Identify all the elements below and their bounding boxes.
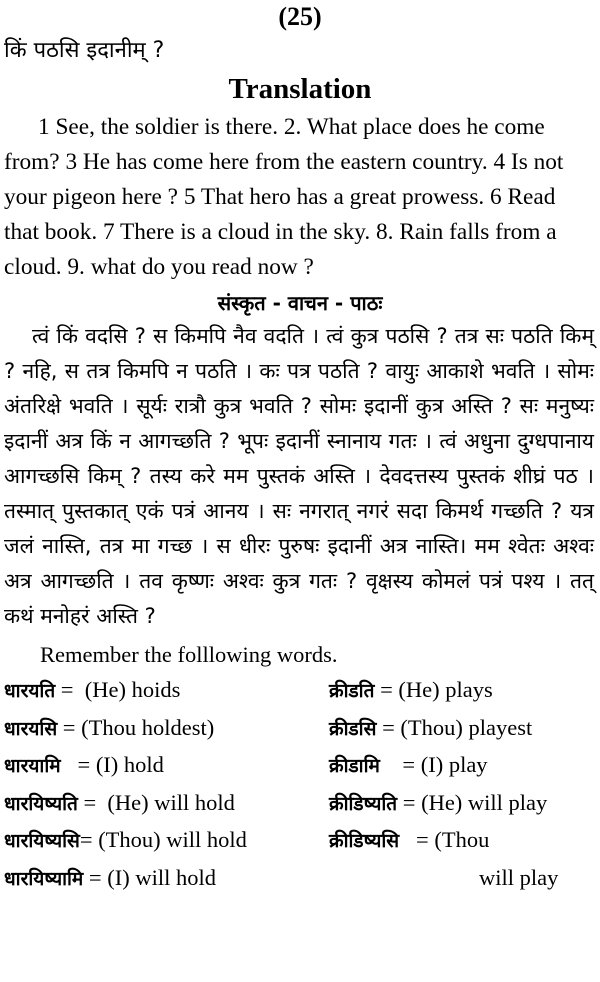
vocab-right-cell: [329, 822, 600, 860]
equals-sign: =: [88, 864, 102, 890]
translation-heading: Translation: [228, 73, 372, 105]
vocab-meaning: (He) hoids: [84, 677, 181, 702]
vocab-right-cell: [329, 747, 600, 785]
vocab-meaning: (He) will hold: [107, 789, 235, 815]
equals-sign: =: [380, 677, 393, 702]
equals-sign: =: [62, 714, 76, 740]
vocab-left-cell: [4, 785, 329, 823]
equals-sign: =: [402, 789, 416, 815]
vocab-left-cell: [4, 822, 329, 860]
vocab-meaning: (Thou holdest): [81, 714, 215, 740]
vocab-word: क्रीडति: [329, 680, 375, 702]
remember-words-heading: Remember the folllowing words.: [40, 642, 338, 667]
vocab-meaning: (I) play: [420, 752, 488, 777]
vocab-right-cell: [329, 785, 600, 823]
vocab-meaning: (Thou) playest: [400, 714, 533, 740]
equals-sign: =: [402, 752, 416, 777]
reading-lesson-heading: संस्कृत - वाचन - पाठः: [217, 291, 383, 315]
vocab-right-cell: [329, 672, 600, 710]
vocab-meaning: (He) will play: [421, 789, 548, 815]
vocab-meaning: (I) will hold: [107, 864, 216, 890]
vocab-word: धारयिष्यामि: [4, 867, 84, 890]
vocab-left-cell: [4, 747, 329, 785]
vocab-word: धारयिष्यसि: [4, 830, 80, 852]
equals-sign: =: [79, 827, 93, 852]
vocab-left-cell: [4, 860, 329, 898]
vocab-meaning: (Thou: [434, 827, 490, 852]
vocab-meaning: will play: [479, 864, 559, 890]
vocab-left-cell: [4, 672, 329, 710]
page-number: (25): [278, 2, 322, 31]
vocab-meaning: (He) plays: [398, 677, 493, 702]
vocab-word: धारयिष्यति: [4, 792, 78, 815]
vocab-right-cell: [329, 710, 600, 748]
equals-sign: =: [83, 789, 97, 815]
equals-sign: =: [77, 752, 91, 777]
vocab-word: धारयामि: [4, 755, 61, 777]
vocab-word: क्रीडसि: [329, 717, 377, 740]
vocab-left-cell: [4, 710, 329, 748]
translation-paragraph: 1 See, the soldier is there. 2. What place does he come from? 3 He has come here from the eastern country. 4 Is not your pigeon here ? 5 That hero has a great prowess. 6 Read that book. 7 There is a cloud in the sky. 8. Rain falls from a cloud. 9. what do you read now ?: [4, 114, 564, 280]
sanskrit-question-line: किं पठसि इदानीम् ?: [4, 38, 165, 63]
equals-sign: =: [382, 714, 395, 740]
vocabulary-table: [4, 672, 600, 897]
vocab-word: धारयसि: [4, 717, 58, 740]
vocab-word: धारयति: [4, 680, 56, 702]
vocab-meaning: (Thou) will hold: [98, 827, 247, 852]
equals-sign: =: [60, 677, 74, 702]
vocab-word: क्रीडामि: [329, 755, 380, 777]
vocab-word: क्रीडिष्यसि: [329, 830, 400, 852]
vocab-word: क्रीडिष्यति: [329, 792, 398, 815]
vocab-meaning: (I) hold: [95, 752, 164, 777]
vocab-right-cell: [329, 860, 600, 898]
sanskrit-reading-paragraph: त्वं किं वदसि ? स किमपि नैव वदति । त्वं कुत्र पठसि ? तत्र सः पठति किम् ? नहि, स तत्र किमपि न पठति । कः पत्र पठति ? वायुः आकाशे भवति । सोमः अंतरिक्षे भवति । सूर्यः रात्रौ कुत्र भवति ? सोमः इदानीं कुत्र अस्ति ? सः मनुष्यः इदानीं अत्र किं न आगच्छति ? भूपः इदानीं स्नानाय गतः । त्वं अधुना दुग्धपानाय आगच्छसि किम् ? तस्य करे मम पुस्तकं अस्ति । देवदत्तस्य पुस्तकं शीघ्रं पठ । तस्मात् पुस्तकात् एकं पत्रं आनय । सः नगरात् नगरं सदा किमर्थ गच्छति ? यत्र जलं नास्ति, तत्र मा गच्छ । स धीरः पुरुषः इदानीं अत्र नास्ति। मम श्वेतः अश्वः अत्र आगच्छति । तव कृष्णः अश्वः कुत्र गतः ? वृक्षस्य कोमलं पत्रं पश्य । तत् कथं मनोहरं अस्ति ?: [4, 324, 594, 628]
equals-sign: =: [416, 827, 429, 852]
